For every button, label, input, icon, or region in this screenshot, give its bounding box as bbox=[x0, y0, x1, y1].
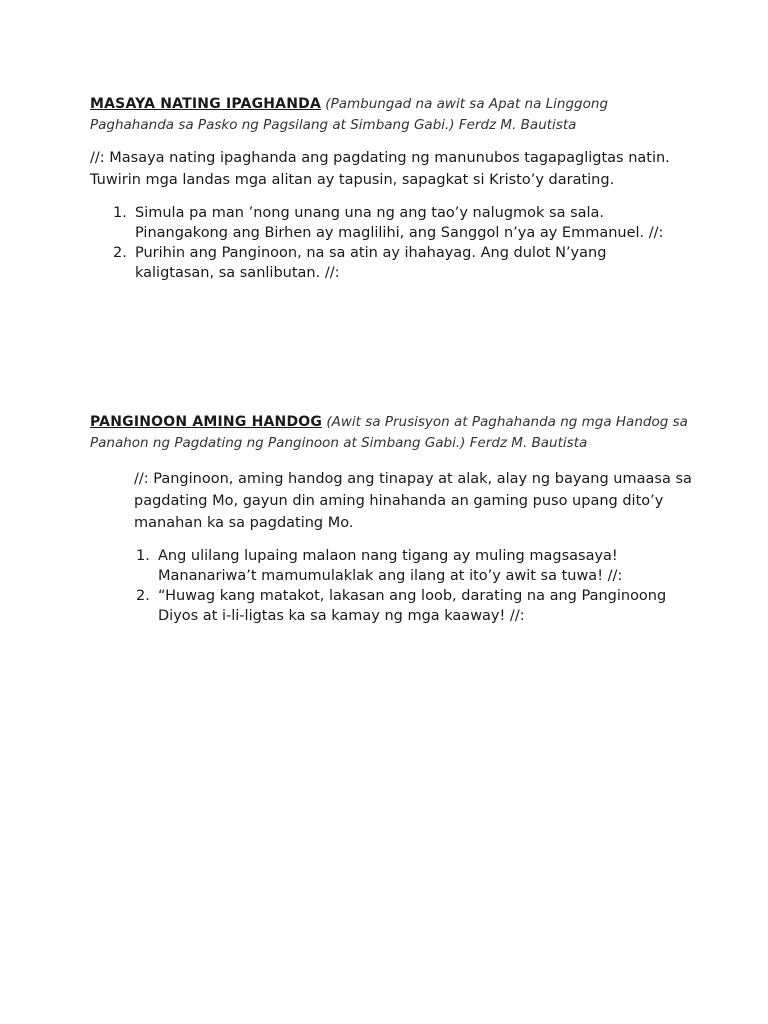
verse-item bbox=[113, 203, 690, 243]
verse-list bbox=[90, 546, 690, 626]
verse-number: 2. bbox=[113, 245, 127, 261]
song-title: MASAYA NATING IPAGHANDA bbox=[90, 96, 321, 112]
verse-number: 1. bbox=[113, 205, 127, 221]
song-title: PANGINOON AMING HANDOG bbox=[90, 414, 323, 430]
verse-item bbox=[113, 243, 690, 283]
verse-text: Ang ulilang lupaing malaon nang tigang ay muling magsasaya! Mananariwa’t mamumulaklak ang ilang at ito’y awit sa tuwa! //: bbox=[158, 548, 623, 584]
verse-text: Purihin ang Panginoon, na sa atin ay ihahayag. Ang dulot N’yang kaligtasan, sa sanlibutan. //: bbox=[135, 245, 607, 281]
verse-item bbox=[136, 586, 690, 626]
verse-number: 2. bbox=[136, 588, 150, 604]
verse-text: “Huwag kang matakot, lakasan ang loob, darating na ang Panginoong Diyos at i-li-ligtas ka sa kamay ng mga kaaway! //: bbox=[158, 588, 667, 624]
verse-text: Simula pa man ’nong unang una ng ang tao’y nalugmok sa sala. Pinangakong ang Birhen ay maglilihi, ang Sanggol n’ya ay Emmanuel. //: bbox=[135, 205, 664, 241]
song-heading bbox=[90, 94, 690, 136]
song-heading bbox=[90, 412, 690, 454]
song-panginoon-aming-handog bbox=[90, 412, 690, 626]
song-subtitle: (Awit sa Prusisyon at Paghahanda ng mga Handog sa Panahon ng Pagdating ng Panginoon at Simbang Gabi.) Ferdz M. Bautista bbox=[90, 414, 688, 451]
song-refrain: //: Panginoon, aming handog ang tinapay at alak, alay ng bayang umaasa sa pagdating Mo, gayun din aming hinahanda an gaming puso upang dito’y manahan ka sa pagdating Mo. bbox=[134, 471, 692, 531]
song-refrain: //: Masaya nating ipaghanda ang pagdating ng manunubos tagapagligtas natin. Tuwirin mga landas mga alitan ay tapusin, sapagkat si Kristo’y darating. bbox=[90, 150, 670, 188]
verse-item bbox=[136, 546, 690, 586]
verse-list bbox=[90, 203, 690, 283]
song-subtitle: (Pambungad na awit sa Apat na Linggong Paghahanda sa Pasko ng Pagsilang at Simbang Gabi.) Ferdz M. Bautista bbox=[90, 96, 609, 133]
verse-number: 1. bbox=[136, 548, 150, 564]
song-masaya-nating-ipaghanda bbox=[90, 94, 690, 283]
